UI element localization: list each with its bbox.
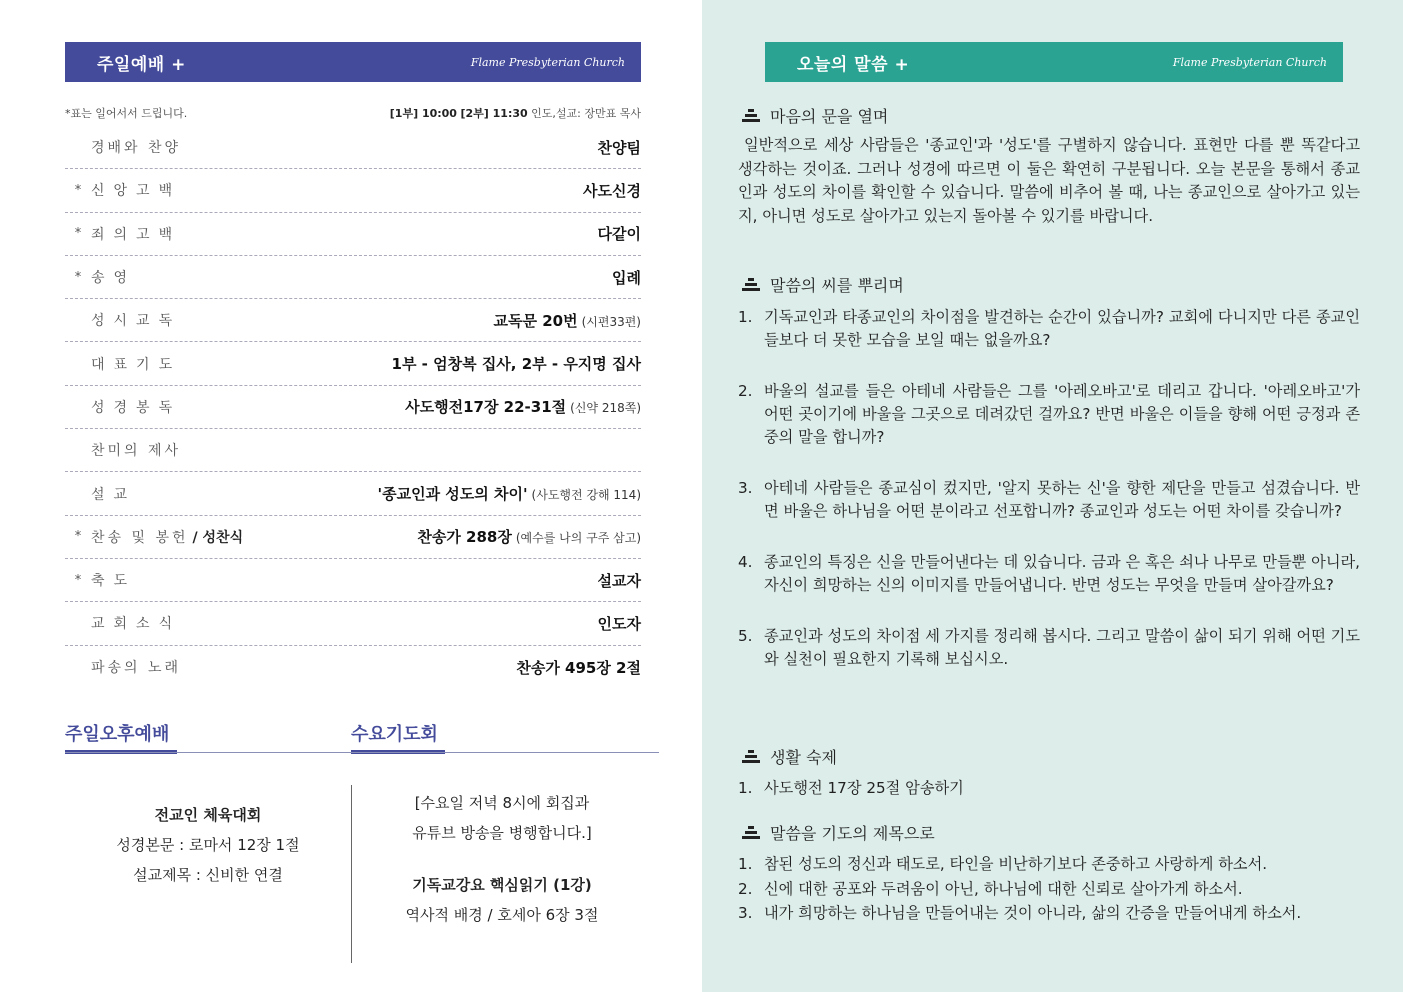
order-item-value: '종교인과 성도의 차이'	[377, 485, 528, 504]
item-number: 3.	[738, 479, 753, 497]
afternoon-title: 전교인 체육대회	[154, 806, 262, 824]
order-item-name: 교회소식	[91, 616, 182, 633]
standing-note: *표는 일어서서 드립니다.	[65, 107, 188, 120]
order-item-value-wrap	[378, 483, 642, 504]
order-item-note: (신약 218쪽)	[570, 401, 641, 416]
order-item-value: 사도행전17장 22-31절	[405, 398, 567, 417]
order-row	[65, 472, 641, 515]
wednesday-prayer-heading: 수요기도회	[351, 720, 445, 754]
order-item-left	[65, 527, 243, 547]
order-row	[65, 169, 641, 212]
item-text: 신에 대한 공포와 두려움이 아닌, 하나님에 대한 신뢰로 살아가게 하소서.	[764, 879, 1243, 898]
list-item	[738, 551, 1360, 597]
afternoon-worship-heading: 주일오후예배	[65, 720, 177, 754]
order-item-left	[65, 137, 181, 157]
order-item-note: (예수를 나의 구주 삼고)	[515, 531, 641, 546]
order-row	[65, 126, 641, 169]
list-item	[738, 852, 1360, 877]
podium-icon	[742, 826, 760, 840]
order-item-left	[65, 397, 181, 417]
standing-marker: *	[74, 182, 82, 198]
item-text: 참된 성도의 정신과 태도로, 타인을 비난하기보다 존중하고 사랑하게 하소서.	[764, 855, 1268, 873]
order-item-value: 1부 - 엄창복 집사, 2부 - 우지명 집사	[391, 355, 641, 374]
order-row	[65, 429, 641, 472]
item-number: 4.	[738, 553, 753, 571]
standing-marker: *	[74, 572, 82, 588]
order-item-left	[65, 570, 136, 590]
order-item-name: 설교	[91, 486, 137, 503]
afternoon-worship-box	[65, 800, 351, 890]
wednesday-line-3: 역사적 배경 / 호세아 6장 3절	[405, 906, 599, 924]
order-row	[65, 256, 641, 299]
todays-word-banner	[765, 42, 1343, 82]
banner-title: 주일예배 +	[97, 54, 186, 75]
order-item-value-wrap	[494, 310, 641, 331]
list-item	[738, 380, 1360, 449]
section-homework	[742, 745, 837, 768]
item-text: 사도행전 17장 25절 암송하기	[764, 779, 964, 797]
wednesday-prayer-box	[352, 788, 652, 930]
order-of-worship	[65, 126, 641, 689]
item-number: 5.	[738, 627, 753, 645]
service-times	[390, 105, 641, 121]
list-item	[738, 625, 1360, 671]
order-item-name: 성시교독	[91, 313, 182, 330]
order-item-value: 설교자	[597, 571, 641, 590]
order-row	[65, 213, 641, 256]
order-item-value: 찬송가 495장 2절	[516, 658, 641, 677]
standing-marker: *	[74, 529, 82, 545]
order-item-left	[65, 180, 181, 200]
section-heading: 생활 숙제	[770, 748, 837, 767]
section-heading: 마음의 문을 열며	[770, 107, 889, 126]
order-row	[65, 516, 641, 559]
item-text: 종교인의 특징은 신을 만들어낸다는 데 있습니다. 금과 은 혹은 쇠나 나무로 만들뿐 아니라, 자신이 희망하는 신의 이미지를 만들어냅니다. 반면 성도는 무엇을 만들며 살아갈까요?	[764, 553, 1360, 594]
order-item-value-wrap	[405, 396, 641, 417]
order-row	[65, 299, 641, 342]
section-divider-line	[65, 752, 659, 753]
section-heading: 말씀의 씨를 뿌리며	[770, 276, 904, 295]
banner-church-name: Flame Presbyterian Church	[1172, 55, 1327, 69]
order-item-name: 파송의 노래	[91, 660, 182, 677]
order-item-note: (시편33편)	[581, 314, 641, 329]
order-item-value-wrap	[598, 570, 641, 591]
section-open-heart	[742, 104, 888, 127]
podium-icon	[742, 750, 760, 764]
order-item-extra: / 성찬식	[192, 529, 244, 546]
discussion-questions	[738, 306, 1360, 671]
order-item-left	[65, 440, 181, 460]
second-service-time: [2부] 11:30	[460, 107, 528, 120]
order-item-left	[65, 613, 181, 633]
leader-text: 인도,설교: 장만표 목사	[531, 107, 641, 120]
order-item-value: 다같이	[597, 225, 641, 244]
sunday-worship-banner	[65, 42, 641, 82]
afternoon-sermon-title: 설교제목 : 신비한 연결	[133, 866, 283, 884]
order-item-name: 축도	[91, 573, 137, 590]
order-item-name: 송영	[91, 270, 137, 287]
order-item-value-wrap	[417, 526, 641, 547]
order-item-name: 찬미의 제사	[91, 443, 182, 460]
order-row	[65, 386, 641, 429]
item-number: 2.	[738, 879, 753, 898]
order-item-value-wrap	[598, 613, 641, 634]
item-number: 2.	[738, 382, 753, 400]
item-number: 1.	[738, 779, 753, 797]
list-item	[738, 901, 1360, 926]
order-item-left	[65, 310, 181, 330]
list-item	[738, 777, 1360, 800]
order-item-value: 입례	[612, 268, 641, 287]
section-sow-word	[742, 273, 904, 296]
order-item-value-wrap	[583, 180, 641, 201]
prayer-list	[738, 852, 1360, 926]
banner-church-name: Flame Presbyterian Church	[470, 55, 625, 69]
item-text: 기독교인과 타종교인의 차이점을 발견하는 순간이 있습니까? 교회에 다니지만 다른 종교인들보다 더 못한 모습을 보일 때는 없을까요?	[764, 308, 1360, 349]
section-prayer-topics	[742, 821, 935, 844]
order-item-value-wrap	[516, 657, 641, 678]
order-item-name: 경배와 찬양	[91, 140, 182, 157]
wednesday-line-1: [수요일 저녁 8시에 회집과	[414, 794, 590, 812]
order-item-value: 찬양팀	[597, 138, 641, 157]
item-number: 3.	[738, 904, 753, 922]
wednesday-line-2: 유튜브 방송을 병행합니다.]	[412, 824, 592, 842]
intro-paragraph: 일반적으로 세상 사람들은 '종교인'과 '성도'를 구별하지 않습니다. 표현만 다를 뿐 똑같다고 생각하는 것이죠. 그러나 성경에 따르면 이 둘은 확연히 구분됩니다. 오늘 본문을 통해서 종교인과 성도의 차이를 확인할 수 있습니다. 말씀에 비추어 볼 때, 나는 종교인으로 살아가고 있는지, 아니면 성도로 살아가고 있는지 돌아볼 수 있기를 바랍니다.	[738, 136, 1360, 225]
item-number: 1.	[738, 855, 753, 873]
first-service-time: [1부] 10:00	[389, 107, 457, 120]
order-item-value-wrap	[392, 353, 641, 374]
worship-note-row	[65, 104, 641, 122]
item-text: 내가 희망하는 하나님을 만들어내는 것이 아니라, 삶의 간증을 만들어내게 하소서.	[764, 904, 1302, 922]
order-item-note: (사도행전 강해 114)	[531, 488, 641, 503]
afternoon-scripture: 성경본문 : 로마서 12장 1절	[116, 836, 300, 854]
item-number: 1.	[738, 308, 753, 326]
list-item	[738, 877, 1360, 902]
order-item-value-wrap	[612, 267, 641, 288]
order-item-value: 교독문 20번	[493, 311, 578, 330]
order-item-left	[65, 224, 181, 244]
order-item-name: 대표기도	[91, 356, 182, 373]
item-text: 종교인과 성도의 차이점 세 가지를 정리해 봅시다. 그리고 말씀이 삶이 되기 위해 어떤 기도와 실천이 필요한지 기록해 보십시오.	[764, 627, 1360, 668]
podium-icon	[742, 278, 760, 292]
order-item-name: 성경봉독	[91, 399, 182, 416]
order-row	[65, 559, 641, 602]
order-item-name: 신앙고백	[91, 183, 182, 200]
homework-list	[738, 777, 1360, 800]
list-item	[738, 477, 1360, 523]
order-item-name: 죄의고백	[91, 226, 182, 243]
standing-marker: *	[74, 269, 82, 285]
item-text: 바울의 설교를 들은 아테네 사람들은 그를 '아레오바고'로 데리고 갑니다. '아레오바고'가 어떤 곳이기에 바울을 그곳으로 데려갔던 걸까요? 반면 바울은 이들을 향해 어떤 긍정과 존중의 말을 합니까?	[764, 382, 1360, 446]
item-text: 아테네 사람들은 종교심이 컸지만, '알지 못하는 신'을 향한 제단을 만들고 섬겼습니다. 반면 바울은 하나님을 어떤 분이라고 선포합니까? 종교인과 성도는 어떤 차이를 갖습니까?	[764, 479, 1360, 520]
order-item-left	[65, 354, 181, 374]
wednesday-title: 기독교강요 핵심읽기 (1강)	[412, 876, 592, 894]
podium-icon	[742, 109, 760, 123]
order-row	[65, 646, 641, 689]
standing-marker: *	[74, 226, 82, 242]
order-item-left	[65, 657, 181, 677]
banner-title: 오늘의 말씀 +	[797, 54, 910, 75]
list-item	[738, 306, 1360, 352]
order-item-value-wrap	[598, 137, 641, 158]
order-item-value-wrap	[598, 223, 641, 244]
order-item-value: 찬송가 288장	[417, 528, 512, 547]
order-row	[65, 342, 641, 385]
order-row	[65, 602, 641, 645]
order-item-name: 찬송 및 봉헌	[91, 529, 189, 546]
order-item-value: 인도자	[597, 614, 641, 633]
order-item-left	[65, 267, 136, 287]
order-item-value: 사도신경	[583, 181, 641, 200]
section-heading: 말씀을 기도의 제목으로	[770, 824, 935, 843]
order-item-left	[65, 484, 136, 504]
